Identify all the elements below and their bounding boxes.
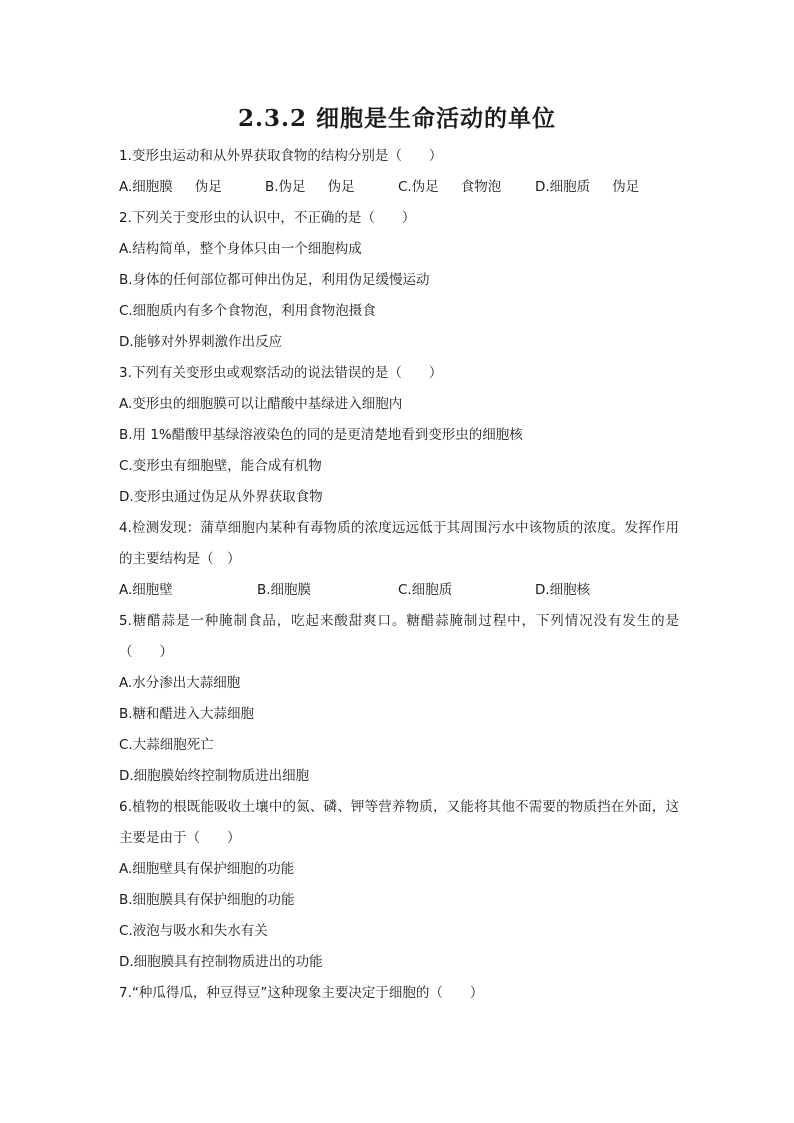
question-4-option-b: B.细胞膜 bbox=[257, 582, 312, 598]
question-1-option-a: A.细胞膜 伪足 bbox=[119, 179, 222, 195]
question-1-stem: 1.变形虫运动和从外界获取食物的结构分别是（ ） bbox=[119, 148, 443, 164]
question-3-option-b: B.用 1%醋酸甲基绿溶液染色的同的是更清楚地看到变形虫的细胞核 bbox=[119, 427, 523, 443]
question-4-stem: 4.检测发现：蒲草细胞内某种有毒物质的浓度远远低于其周围污水中该物质的浓度。发挥作用的主要结构是（ ） bbox=[119, 520, 679, 567]
question-6-option-b: B.细胞膜具有保护细胞的功能 bbox=[119, 892, 295, 908]
question-1-option-c: C.伪足 食物泡 bbox=[398, 179, 502, 195]
question-3-stem: 3.下列有关变形虫或观察活动的说法错误的是（ ） bbox=[119, 365, 443, 381]
question-1-option-d: D.细胞质 伪足 bbox=[535, 179, 640, 195]
question-3-option-c: C.变形虫有细胞壁，能合成有机物 bbox=[119, 458, 322, 474]
question-7-stem: 7.“种瓜得瓜，种豆得豆”这种现象主要决定于细胞的（ ） bbox=[119, 985, 484, 1001]
question-2-option-a: A.结构简单，整个身体只由一个细胞构成 bbox=[119, 241, 362, 257]
question-5-option-b: B.糖和醋进入大蒜细胞 bbox=[119, 706, 255, 722]
question-3-option-d: D.变形虫通过伪足从外界获取食物 bbox=[119, 489, 323, 505]
question-2-option-d: D.能够对外界刺激作出反应 bbox=[119, 334, 283, 350]
question-6-option-a: A.细胞壁具有保护细胞的功能 bbox=[119, 861, 295, 877]
question-4-option-c: C.细胞质 bbox=[398, 582, 453, 598]
question-4-options bbox=[119, 575, 679, 606]
question-5-stem: 5.糖醋蒜是一种腌制食品，吃起来酸甜爽口。糖醋蒜腌制过程中，下列情况没有发生的是（ ） bbox=[119, 613, 679, 660]
question-1-option-b: B.伪足 伪足 bbox=[265, 179, 355, 195]
question-4-option-d: D.细胞核 bbox=[535, 582, 591, 598]
question-3-option-a: A.变形虫的细胞膜可以让醋酸中基绿进入细胞内 bbox=[119, 396, 403, 412]
question-5-option-c: C.大蒜细胞死亡 bbox=[119, 737, 214, 753]
question-2-option-b: B.身体的任何部位都可伸出伪足，利用伪足缓慢运动 bbox=[119, 272, 430, 288]
question-4-option-a: A.细胞壁 bbox=[119, 582, 173, 598]
question-5-option-a: A.水分渗出大蒜细胞 bbox=[119, 675, 241, 691]
page-title: 2.3.2 细胞是生命活动的单位 bbox=[237, 105, 557, 132]
question-5-option-d: D.细胞膜始终控制物质进出细胞 bbox=[119, 768, 310, 784]
question-2-option-c: C.细胞质内有多个食物泡，利用食物泡摄食 bbox=[119, 303, 376, 319]
question-6-stem: 6.植物的根既能吸收土壤中的氮、磷、钾等营养物质，又能将其他不需要的物质挡在外面，这主要是由于（ ） bbox=[119, 799, 679, 846]
question-list bbox=[119, 141, 679, 1009]
question-6-option-c: C.液泡与吸水和失水有关 bbox=[119, 923, 268, 939]
question-6-option-d: D.细胞膜具有控制物质进出的功能 bbox=[119, 954, 323, 970]
question-2-stem: 2.下列关于变形虫的认识中，不正确的是（ ） bbox=[119, 210, 416, 226]
question-1-options bbox=[119, 172, 679, 203]
